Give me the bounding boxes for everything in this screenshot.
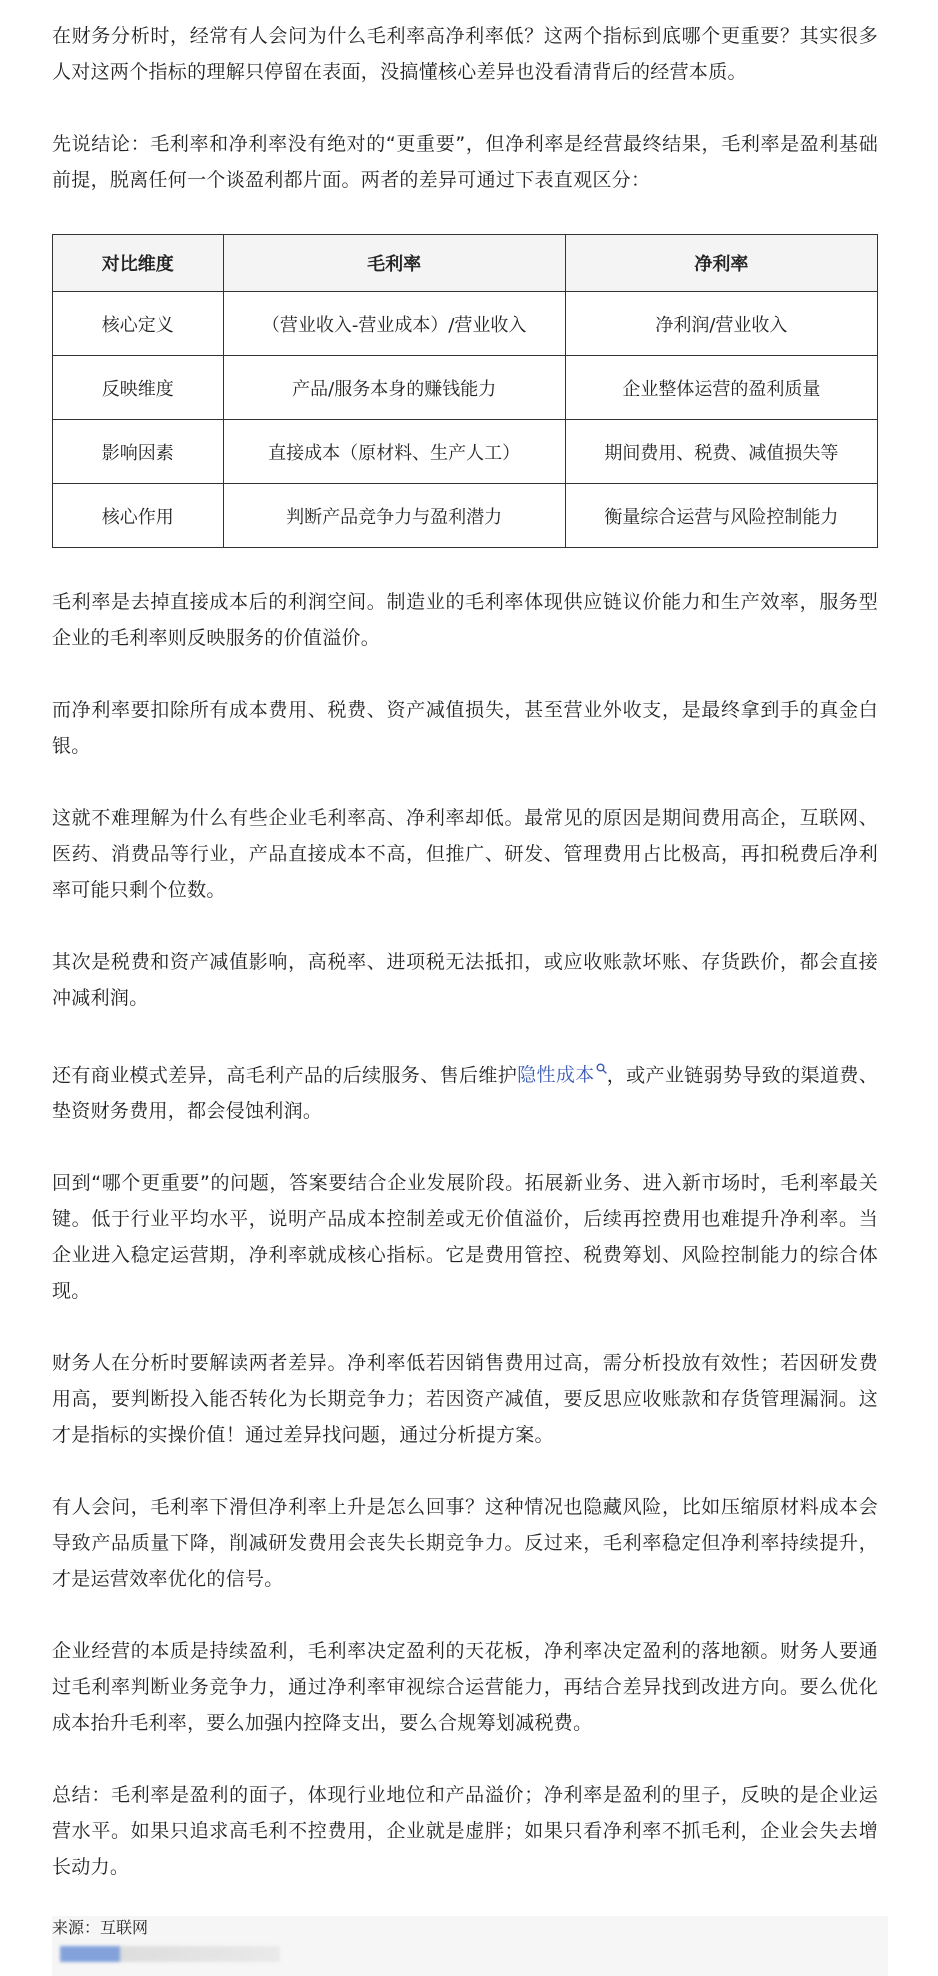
body-paragraph: 回到“哪个更重要”的问题，答案要结合企业发展阶段。拓展新业务、进入新市场时，毛利率最关键。低于行业平均水平，说明产品成本控制差或无价值溢价，后续再控费用也难提升净利率。当企业进入稳定运营期，净利率就成核心指标。它是费用管控、税费筹划、风险控制能力的综合体现。 xyxy=(52,1172,878,1303)
table-cell: 判断产品竞争力与盈利潜力 xyxy=(223,484,565,548)
comparison-table xyxy=(52,234,878,548)
body-paragraph: 而净利率要扣除所有成本费用、税费、资产减值损失，甚至营业外收支，是最终拿到手的真金白银。 xyxy=(52,699,878,757)
table-cell: 期间费用、税费、减值损失等 xyxy=(565,420,877,484)
table-cell: 衡量综合运营与风险控制能力 xyxy=(565,484,877,548)
body-paragraph-with-link xyxy=(52,1052,878,1129)
table-cell: 核心作用 xyxy=(53,484,224,548)
table-row xyxy=(53,420,878,484)
table-cell: 反映维度 xyxy=(53,356,224,420)
table-header-dimension: 对比维度 xyxy=(53,235,224,292)
table-row xyxy=(53,292,878,356)
body-paragraph: 企业经营的本质是持续盈利，毛利率决定盈利的天花板，净利率决定盈利的落地额。财务人要通过毛利率判断业务竞争力，通过净利率审视综合运营能力，再结合差异找到改进方向。要么优化成本抬升毛利率，要么加强内控降支出，要么合规筹划减税费。 xyxy=(52,1640,878,1735)
body-paragraph: 这就不难理解为什么有些企业毛利率高、净利率却低。最常见的原因是期间费用高企，互联网、医药、消费品等行业，产品直接成本不高，但推广、研发、管理费用占比极高，再扣税费后净利率可能只剩个位数。 xyxy=(52,807,878,901)
table-row xyxy=(53,484,878,548)
table-header-net-margin: 净利率 xyxy=(565,235,877,292)
table-cell: 影响因素 xyxy=(53,420,224,484)
blurred-source-info xyxy=(60,1946,280,1962)
table-header-gross-margin: 毛利率 xyxy=(223,235,565,292)
body-paragraph: 毛利率是去掉直接成本后的利润空间。制造业的毛利率体现供应链议价能力和生产效率，服务型企业的毛利率则反映服务的价值溢价。 xyxy=(52,591,878,649)
table-cell: 直接成本（原材料、生产人工） xyxy=(223,420,565,484)
table-cell: 净利润/营业收入 xyxy=(565,292,877,356)
table-row xyxy=(53,356,878,420)
body-paragraph: 财务人在分析时要解读两者差异。净利率低若因销售费用过高，需分析投放有效性；若因研发费用高，要判断投入能否转化为长期竞争力；若因资产减值，要反思应收账款和存货管理漏洞。这才是指标的实操价值！通过差异找问题，通过分析提方案。 xyxy=(52,1352,878,1447)
search-icon[interactable] xyxy=(596,1052,607,1088)
table-cell: 产品/服务本身的赚钱能力 xyxy=(223,356,565,420)
article-body xyxy=(52,18,878,1921)
body-paragraph: 有人会问，毛利率下滑但净利率上升是怎么回事？这种情况也隐藏风险，比如压缩原材料成本会导致产品质量下降，削减研发费用会丧失长期竞争力。反过来，毛利率稳定但净利率持续提升，才是运营效率优化的信号。 xyxy=(52,1496,878,1591)
link-paragraph-text-before: 还有商业模式差异，高毛利产品的后续服务、售后维护 xyxy=(52,1064,518,1087)
hidden-cost-link[interactable] xyxy=(517,1064,607,1086)
table-cell: （营业收入-营业成本）/营业收入 xyxy=(223,292,565,356)
table-cell: 企业整体运营的盈利质量 xyxy=(565,356,877,420)
hidden-cost-link-text[interactable]: 隐性成本 xyxy=(517,1064,595,1087)
table-cell: 核心定义 xyxy=(53,292,224,356)
source-box xyxy=(52,1916,888,1976)
table-header-row xyxy=(53,235,878,292)
link-paragraph-text-after: ，或产业链弱势导致的渠道费、垫资财务费用，都会侵蚀利润。 xyxy=(52,1064,879,1123)
intro-paragraph: 在财务分析时，经常有人会问为什么毛利率高净利率低？这两个指标到底哪个更重要？其实很多人对这两个指标的理解只停留在表面，没搞懂核心差异也没看清背后的经营本质。 xyxy=(52,25,878,83)
body-paragraph: 其次是税费和资产减值影响，高税率、进项税无法抵扣，或应收账款坏账、存货跌价，都会直接冲减利润。 xyxy=(52,951,878,1009)
summary-paragraph: 总结：毛利率是盈利的面子，体现行业地位和产品溢价；净利率是盈利的里子，反映的是企业运营水平。如果只追求高毛利不控费用，企业就是虚胖；如果只看净利率不抓毛利，企业会失去增长动力。 xyxy=(52,1784,878,1879)
conclusion-paragraph: 先说结论：毛利率和净利率没有绝对的“更重要”，但净利率是经营最终结果，毛利率是盈利基础前提，脱离任何一个谈盈利都片面。两者的差异可通过下表直观区分： xyxy=(52,133,878,191)
source-label: 来源：互联网 xyxy=(52,1918,149,1937)
